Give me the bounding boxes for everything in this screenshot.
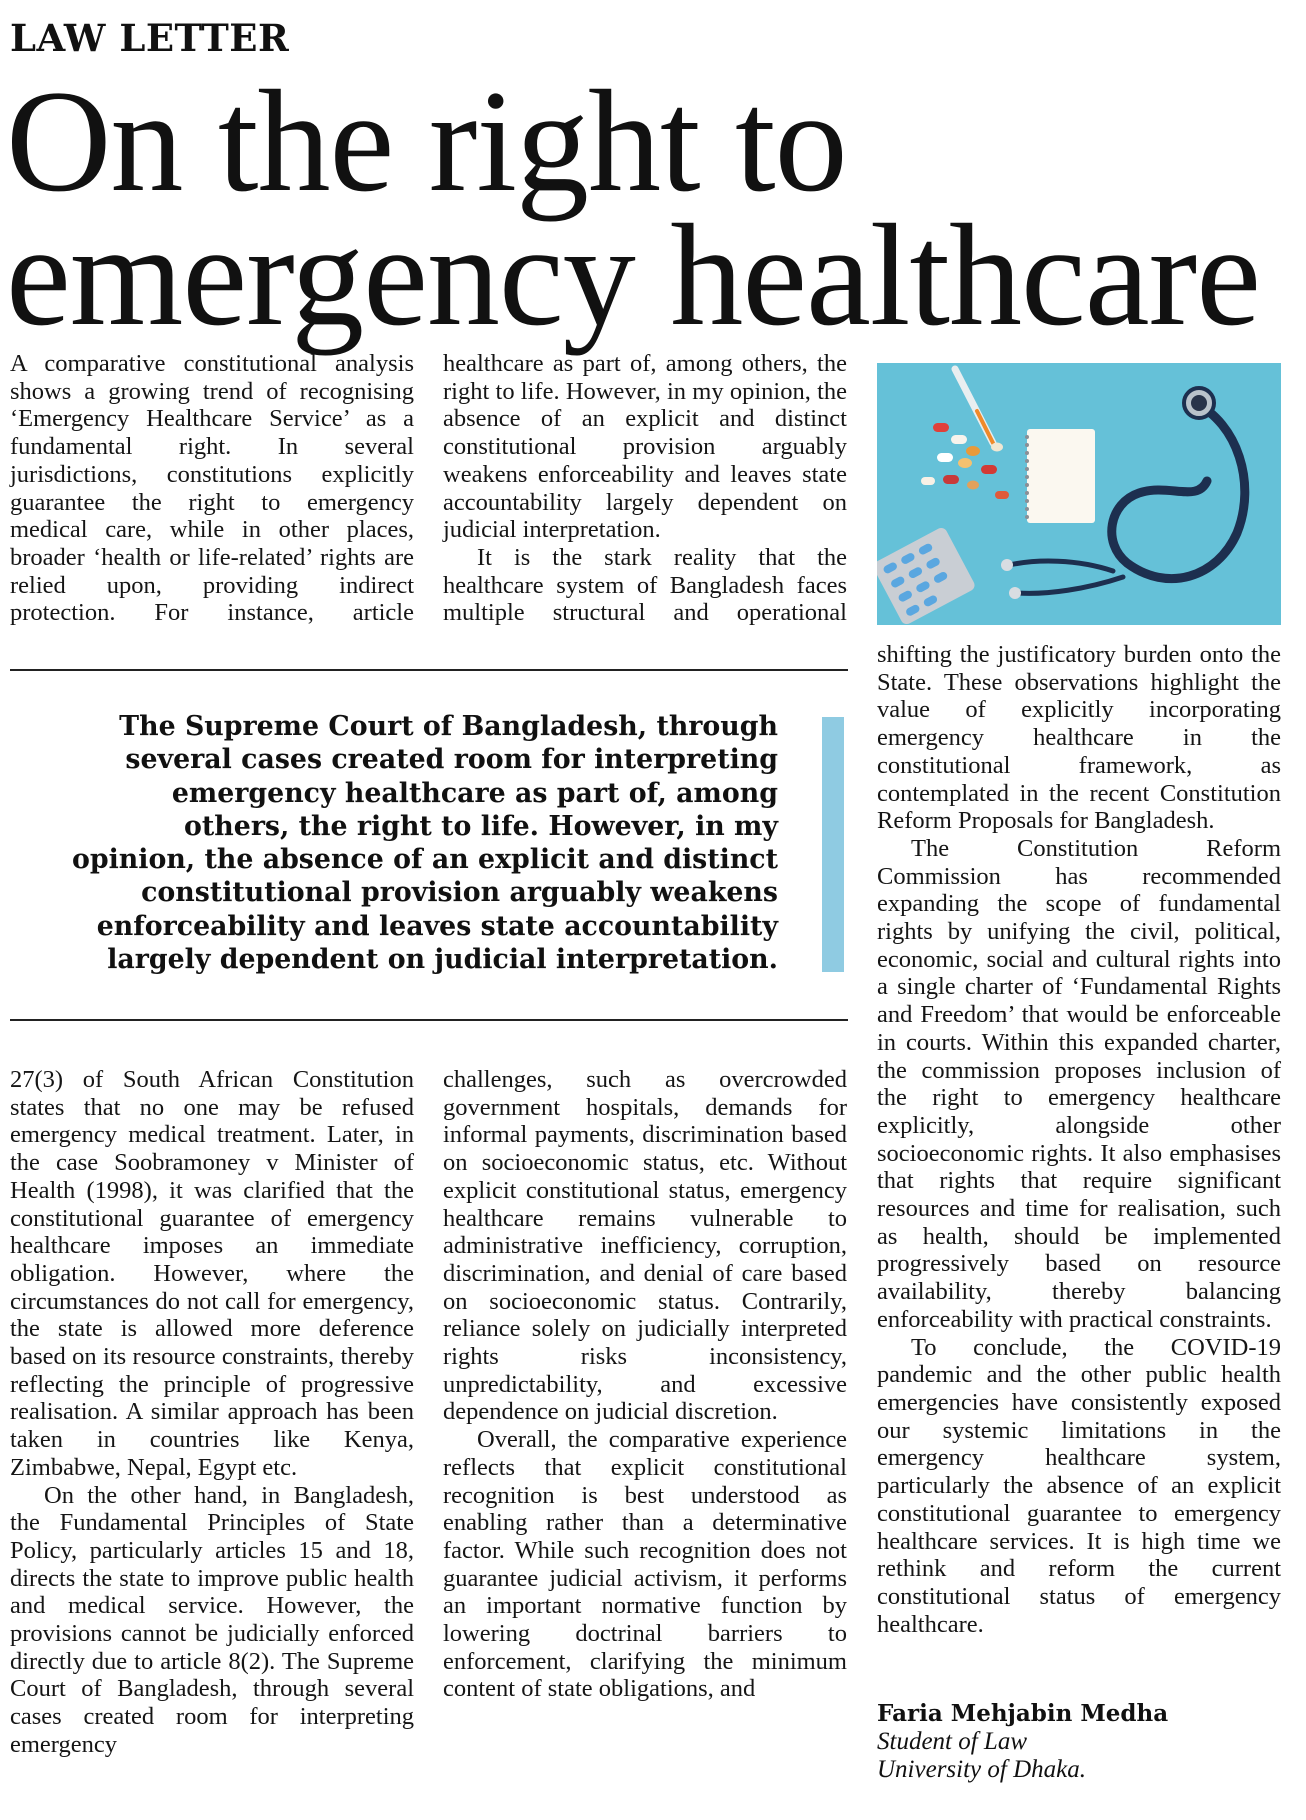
paragraph: On the other hand, in Bangladesh, the Fundamental Principles of State Policy, particularly articles 15 and 18, directs the state to improve public health and medical service. However, the provisions cannot be judicially enforced directly due to article 8(2). The Supreme Court of Bangladesh, through several cases created room for interpreting emergency <box>10 1481 414 1758</box>
paragraph: challenges, such as overcrowded government hospitals, demands for informal payments, discrimination based on socioeconomic status, etc. Without explicit constitutional status, emergency healthcare remains vulnerable to administrative inefficiency, corruption, discrimination, and denial of care based on socioeconomic status. Contrarily, reliance solely on judicially interpreted rights risks inconsistency, unpredictability, and excessive dependence on judicial discretion. <box>443 1066 847 1426</box>
author-affiliation: University of Dhaka. <box>877 1756 1086 1783</box>
section-label: LAW LETTER <box>10 16 290 60</box>
top-rule <box>10 669 848 671</box>
paragraph: Overall, the comparative experience reflects that explicit constitutional recognition is best understood as enabling rather than a determinative factor. While such recognition does not guarantee judicial activism, it performs an important normative function by lowering doctrinal barriers to enforcement, clarifying the minimum content of state obligations, and <box>443 1426 847 1703</box>
paragraph: healthcare as part of, among others, the right to life. However, in my opinion, the absence of an explicit and distinct constitutional provision arguably weakens enforceability and leaves state accountability largely dependent on judicial interpretation. <box>443 350 847 544</box>
headline-line-1: On the right to <box>6 60 847 222</box>
column-2-bottom <box>443 1066 847 1703</box>
column-3 <box>877 641 1281 1638</box>
notepad-icon <box>1025 429 1095 523</box>
stethoscope-photo <box>877 363 1281 625</box>
paragraph: 27(3) of South African Constitution states that no one may be refused emergency medical treatment. Later, in the case Soobramoney v Minister of Health (1998), it was clarified that the constitutional guarantee of emergency healthcare imposes an immediate obligation. However, where the circumstances do not call for emergency, the state is allowed more deference based on its resource constraints, thereby reflecting the principle of progressive realisation. A similar approach has been taken in countries like Kenya, Zimbabwe, Nepal, Egypt etc. <box>10 1066 414 1481</box>
paragraph: To conclude, the COVID-19 pandemic and the other public health emergencies have consistently exposed our systemic limitations in the emergency healthcare system, particularly the absence of an explicit constitutional guarantee to emergency healthcare services. It is high time we rethink and reform the current constitutional status of emergency healthcare. <box>877 1333 1281 1638</box>
author-role: Student of Law <box>877 1728 1028 1755</box>
column-2-top <box>443 350 847 627</box>
author-name: Faria Mehjabin Medha <box>877 1700 1169 1727</box>
pull-quote: The Supreme Court of Bangladesh, through several cases created room for interpreting emergency healthcare as part of, among others, the right to life. However, in my opinion, the absence of an explicit and distinct constitutional provision arguably weakens enforceability and leaves state accountability largely dependent on judicial interpretation. <box>72 711 778 976</box>
paragraph: The Constitution Reform Commission has recommended expanding the scope of fundamental rights by unifying the civil, political, economic, social and cultural rights into a single charter of ‘Fundamental Rights and Freedom’ that would be enforceable in courts. Within this expanded charter, the commission proposes inclusion of the right to emergency healthcare explicitly, alongside other socioeconomic rights. It also emphasises that rights that require significant resources and time for realisation, such as health, should be implemented progressively based on resource availability, thereby balancing enforceability with practical constraints. <box>877 834 1281 1333</box>
paragraph: It is the stark reality that the healthcare system of Bangladesh faces multiple structural and operational <box>443 543 847 627</box>
column-1-top <box>10 350 414 627</box>
headline-line-2: emergency healthcare <box>6 194 1261 356</box>
paragraph: shifting the justificatory burden onto the State. These observations highlight the value of explicitly incorporating emergency healthcare in the constitutional framework, as contemplated in the recent Constitution Reform Proposals for Bangladesh. <box>877 641 1281 835</box>
bottom-rule <box>10 1019 848 1021</box>
pull-quote-bar <box>822 717 844 972</box>
byline <box>877 1700 1281 1784</box>
headline <box>6 60 1296 356</box>
paragraph: A comparative constitutional analysis shows a growing trend of recognising ‘Emergency Healthcare Service’ as a fundamental right. In several jurisdictions, constitutions explicitly guarantee the right to emergency medical care, while in other places, broader ‘health or life-related’ rights are relied upon, providing indirect protection. For instance, article <box>10 350 414 627</box>
column-1-bottom <box>10 1066 414 1759</box>
